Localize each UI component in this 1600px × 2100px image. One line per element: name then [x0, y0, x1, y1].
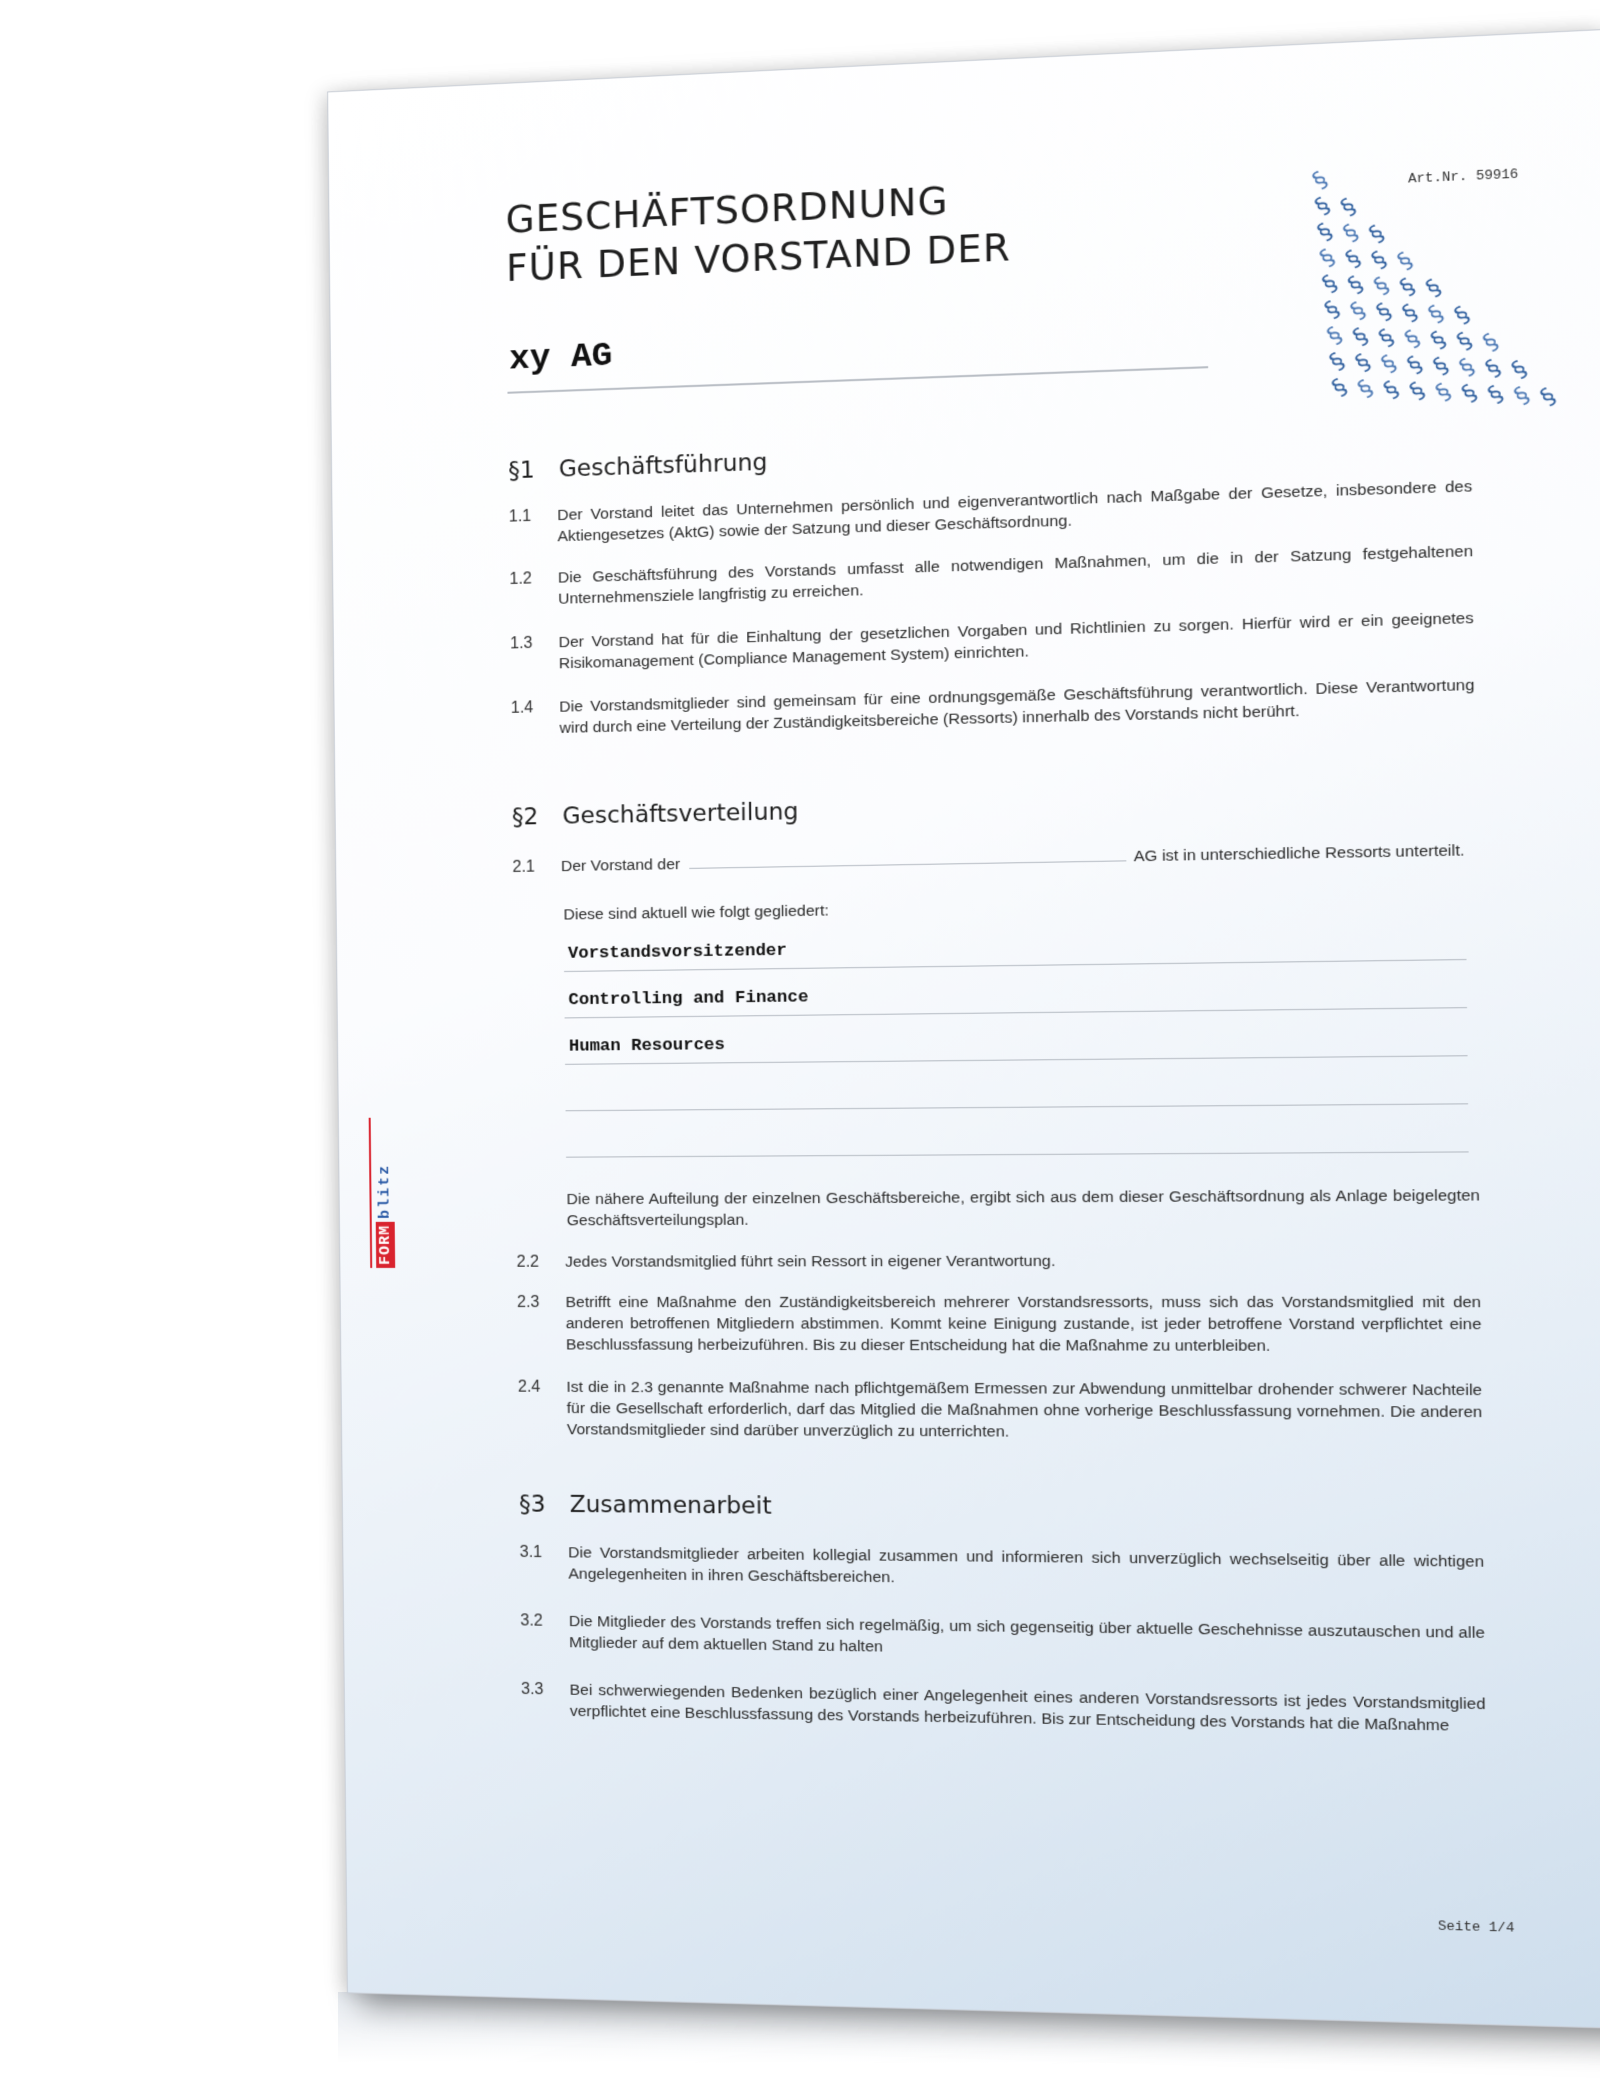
company-blank-field[interactable]: [689, 846, 1126, 869]
seal-glyph: §: [1353, 375, 1379, 403]
seal-glyph: §: [1379, 376, 1405, 405]
clause-number: 2.2: [516, 1253, 540, 1271]
article-number: Art.Nr. 59916: [1408, 166, 1519, 187]
clause-text: Die Vorstandsmitglieder sind gemeinsam für eine ordnungsgemäße Geschäftsführung verantwortlich. Diese Verantwortung wird durch eine Verteilung der Zuständigkeitsbereiche (Ressorts) innerhalb des Vorstands nicht berührt.: [559, 676, 1475, 737]
seal-glyph: §: [1397, 299, 1424, 328]
seal-glyph: §: [1535, 383, 1562, 412]
document-sheet: [328, 30, 1600, 2028]
seal-glyph: §: [1340, 245, 1367, 274]
seal-glyph: §: [1369, 272, 1395, 301]
clause-text: Die Vorstandsmitglieder arbeiten kollegial zusammen und informieren sich unverzüglich wechselseitig über alle wichtigen Angelegenheiten in ihren Geschäftsbereichen.: [568, 1544, 1485, 1587]
paragraph-seal-icon: [1300, 148, 1563, 430]
seal-glyph: §: [1452, 327, 1478, 356]
clause-text: Die Geschäftsführung des Vorstands umfasst alle notwendigen Maßnahmen, um die in der Satzung festgehaltenen Unternehmensziele langfristig zu erreichen.: [557, 542, 1474, 608]
clause-number: 3.1: [519, 1543, 543, 1562]
clause-text: Bei schwerwiegenden Bedenken bezüglich einer Angelegenheit eines anderen Vorstandsressorts ist jedes Vorstandsmitglied verpflichtet eine Beschlussfassung des Vorstands herbeizuführen. Bis zur Entscheidung des Vorstands hat die Maßnahme: [569, 1681, 1486, 1735]
seal-glyph: §: [1307, 166, 1334, 195]
seal-glyph: §: [1478, 328, 1504, 357]
seal-glyph: §: [1338, 219, 1364, 248]
seal-glyph: §: [1509, 382, 1536, 411]
seal-glyph: §: [1421, 274, 1447, 303]
clause-number: 2.1: [512, 858, 536, 877]
seal-glyph: §: [1395, 273, 1421, 302]
seal-glyph: §: [1327, 374, 1353, 402]
seal-glyph: §: [1483, 380, 1509, 409]
seal-glyph: §: [1400, 325, 1426, 354]
seal-glyph: §: [1405, 377, 1431, 406]
title-line-1: GESCHÄFTSORDNUNG: [505, 178, 949, 242]
seal-glyph: §: [1324, 348, 1351, 376]
clause-1-4: [511, 674, 1475, 740]
section-number: §3: [519, 1491, 546, 1518]
seal-glyph: §: [1423, 300, 1450, 329]
seal-glyph: §: [1374, 324, 1400, 353]
section-1-heading: [508, 449, 767, 484]
seal-glyph: §: [1317, 270, 1343, 299]
seal-glyph: §: [1345, 297, 1372, 326]
clause-text-pre: Der Vorstand der: [560, 855, 681, 876]
ressort-field[interactable]: [564, 923, 1467, 972]
seal-glyph: §: [1402, 351, 1429, 380]
clause-2-1: [512, 840, 1476, 878]
seal-glyph: §: [1457, 379, 1483, 408]
logo-text: [373, 1118, 397, 1268]
ressort-value: Controlling and Finance: [568, 988, 809, 1011]
clause-text: Jedes Vorstandsmitglied führt sein Ressort in eigener Verantwortung.: [565, 1252, 1056, 1271]
seal-glyph: §: [1431, 378, 1457, 407]
seal-glyph: §: [1364, 220, 1390, 249]
company-name: xy AG: [508, 337, 613, 380]
logo-form: FORM: [375, 1222, 394, 1268]
seal-glyph: §: [1449, 301, 1476, 330]
clause-1-1: [509, 476, 1473, 549]
seal-glyph: §: [1319, 296, 1346, 324]
clause-number: 1.4: [510, 699, 534, 717]
seal-glyph: §: [1428, 352, 1455, 381]
clause-3-3: [521, 1679, 1486, 1738]
clause-2-3: [517, 1292, 1482, 1358]
clause-1-3: [510, 607, 1474, 675]
seal-glyph: §: [1480, 354, 1507, 383]
clause-2-4: [518, 1377, 1483, 1446]
clause-number: 3.3: [520, 1680, 544, 1699]
clause-text: Die Mitglieder des Vorstands treffen sich regelmäßig, um sich gegenseitig über aktuelle Geschehnisse auszutauschen und alle Mitglieder auf dem aktuellen Stand zu halten: [568, 1612, 1485, 1656]
seal-glyph: §: [1454, 353, 1481, 382]
clause-text: Der Vorstand hat für die Einhaltung der gesetzlichen Vorgaben und Richtlinien zu sorgen. Hierfür wird er ein geeignetes Risikomanagement (Compliance Management System) einrichten.: [558, 609, 1474, 673]
section-2-heading: [512, 799, 799, 831]
seal-glyph: §: [1312, 218, 1338, 247]
section-title: Geschäftsverteilung: [562, 798, 799, 830]
section-number: §2: [511, 803, 539, 831]
seal-glyph: §: [1343, 271, 1369, 300]
seal-glyph: §: [1371, 298, 1398, 327]
section-title: Zusammenarbeit: [569, 1491, 772, 1520]
clause-number: 1.1: [508, 507, 532, 526]
section-title: Geschäftsführung: [558, 449, 768, 483]
ressort-field[interactable]: [566, 1116, 1469, 1158]
ressort-value: Vorstandsvorsitzender: [567, 941, 788, 964]
seal-glyph: §: [1376, 350, 1403, 379]
seal-glyph: §: [1348, 323, 1374, 351]
ressort-value: Human Resources: [568, 1035, 726, 1057]
clause-text: Betrifft eine Maßnahme den Zuständigkeitsbereich mehrerer Vorstandsressorts, muss sich das Vorstandsmitglied mit den anderen betroffenen Mitgliedern abstimmen. Kommt keine Einigung zustande, ist jeder betroffene Vorstand verpflichtet eine Beschlussfassung herbeizuführen. Bis zu dieser Entscheidung hat die Maßnahme zu unterbleiben.: [565, 1293, 1482, 1355]
clause-number: 1.2: [509, 570, 532, 589]
clause-3-1: [520, 1542, 1485, 1595]
clause-2-2: [516, 1250, 1480, 1273]
seal-glyph: §: [1336, 193, 1362, 222]
seal-glyph: §: [1322, 322, 1348, 350]
clause-number: 1.3: [510, 634, 533, 653]
ressort-field[interactable]: [565, 1068, 1468, 1112]
document-title: [505, 174, 1011, 293]
seal-glyph: §: [1506, 356, 1533, 384]
logo-blitz: blitz: [375, 1163, 394, 1219]
clause-number: 2.3: [516, 1293, 540, 1312]
formblitz-logo: [369, 1118, 393, 1268]
seal-glyph: §: [1426, 326, 1452, 355]
seal-glyph: §: [1350, 349, 1377, 377]
ressorts-intro: Diese sind aktuell wie folgt gegliedert:: [563, 902, 830, 924]
clause-2-1-body: [561, 840, 1476, 878]
seal-glyph: §: [1366, 246, 1393, 275]
clause-1-2: [509, 541, 1473, 612]
clause-text: Der Vorstand leitet das Unternehmen persönlich und eigenverantwortlich nach Maßgabe der Gesetze, insbesondere des Aktiengesetzes (AktG) sowie der Satzung und dieser Geschäftsordnung.: [557, 477, 1473, 546]
seal-glyph: §: [1392, 247, 1419, 276]
document-page: [328, 30, 1600, 2028]
page-number: Seite 1/4: [1437, 1918, 1515, 1936]
clause-text-post: AG ist in unterschiedliche Ressorts unterteilt.: [1133, 841, 1465, 866]
clause-number: 3.2: [520, 1612, 543, 1630]
ressorts-note: Die nähere Aufteilung der einzelnen Geschäftsbereiche, ergibt sich aus dem dieser Geschäftsordnung als Anlage beigelegten Geschäftsverteilungsplan.: [566, 1186, 1481, 1230]
clause-3-2: [520, 1610, 1485, 1666]
seal-glyph: §: [1315, 244, 1341, 273]
ressort-field[interactable]: [565, 1020, 1468, 1065]
title-line-2: FÜR DEN VORSTAND DER: [505, 225, 1012, 291]
section-number: §1: [508, 457, 535, 485]
seal-glyph: §: [1310, 192, 1336, 221]
section-3-heading: [519, 1491, 772, 1519]
clause-number: 2.4: [517, 1378, 541, 1396]
ressort-field[interactable]: [564, 972, 1467, 1019]
clause-text: Ist die in 2.3 genannte Maßnahme nach pflichtgemäßem Ermessen zur Abwendung unmittelbar drohender schwerer Nachteile für die Gesellschaft erforderlich, darf das Mitglied die Maßnahmen ohne vorherige Beschlussfassung vornehmen. Die anderen Vorstandsmitglieder sind darüber unverzüglich zu unterrichten.: [566, 1378, 1483, 1441]
